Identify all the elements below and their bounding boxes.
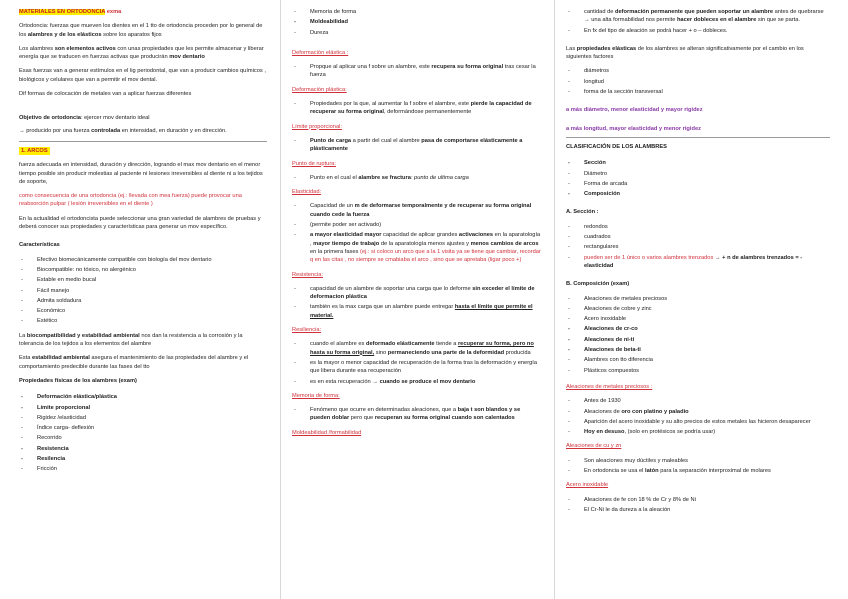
list-memoria-forma xyxy=(292,406,542,423)
list-item: - Biocompatible: no tóxico, no alergénico xyxy=(19,266,267,274)
list-item: - Deformación elástica/plástica xyxy=(19,393,267,401)
list-item: - Resilencia xyxy=(19,455,267,463)
list-punto-ruptura xyxy=(292,174,542,182)
list-factores xyxy=(566,67,830,96)
list-item: - Fácil manejo xyxy=(19,287,267,295)
heading-punto-ruptura: Punto de ruptura: xyxy=(292,160,336,167)
list-item: - Forma de arcada xyxy=(566,180,830,188)
document-title: MATERIALES EN ORTODONCIA exma xyxy=(19,9,122,15)
list-deformacion-elastica xyxy=(292,63,542,80)
heading-metales-preciosos: Aleaciones de metales preciosos : xyxy=(566,383,653,390)
list-resiliencia xyxy=(292,340,542,385)
note-diametro: a más diámetro, menor elasticidad y mayor rigidez xyxy=(566,107,703,114)
list-item: - diámetros xyxy=(566,67,830,75)
list-item: - capacidad de un alambre de soportar una carga que lo deforme sin exceder el límite de deformacion plástica xyxy=(292,285,542,302)
heading-moldeabilidad: Moldeabilidad /formabilidad xyxy=(292,429,362,436)
paragraph-alambres: Los alambres son elementos activos con unas propiedades que les permite almacenar y liberar energía que se traducen en fuerzas activas que producirán mov dentario xyxy=(19,45,264,61)
heading-propiedades-fisicas: Propiedades físicas de los alambres (exam) xyxy=(19,377,137,384)
list-resistencia xyxy=(292,285,542,320)
list-item: - Recorrido xyxy=(19,434,267,442)
paragraph-fuerza-controlada: → producido por una fuerza controlada en intensidad, en duración y en dirección. xyxy=(19,127,227,134)
column-divider-2 xyxy=(554,0,555,599)
list-item: - cuadrados xyxy=(566,233,830,241)
list-formabilidad xyxy=(566,8,830,35)
list-item: - es en esta recuperación → cuando se produce el mov dentario xyxy=(292,378,542,386)
list-elasticidad xyxy=(292,202,542,264)
paragraph-objetivo: Objetivo de ortodoncia: ejercer mov dentario ideal xyxy=(19,115,150,122)
divider xyxy=(566,137,830,138)
list-item: - Aleaciones de metales preciosos xyxy=(566,295,830,303)
list-item: - Efectivo biomecánicamente compatible con biología del mov dentario xyxy=(19,256,267,264)
list-item: - Sección xyxy=(566,159,830,167)
paragraph-consecuencia: como consecuencia de una ortodoncia (ej.: llevada con mea fuerza) puede provocar una reabsorción pulpar ( lesión irreversibles en el diente ) xyxy=(19,193,242,208)
list-item: - Propque al aplicar una f sobre un alambre, este recupera su forma original tras cesar la fuerza xyxy=(292,63,542,80)
list-item: - Aparición del acero inoxidable y su alto precios de estos metales las hicieron desaparecer xyxy=(566,418,830,426)
list-item: - es la mayor o menor capacidad de recuperación de la forma tras la deformación y energía que libera durante esa recuperación xyxy=(292,359,542,376)
paragraph-propiedades-elasticas: Las propiedades elásticas de los alambres se alteran significativamente por el cambio en los siguientes factores xyxy=(566,45,804,61)
list-item: - Diámetro xyxy=(566,170,830,178)
list-item: - Aleaciones de fe con 18 % de Cr y 8% de Ni xyxy=(566,496,830,504)
list-item: - pueden ser de 1 único o varios alambres trenzados → + n de alambres trenzados = - elasticidad xyxy=(566,254,830,271)
list-item: - Acero inoxidable xyxy=(566,315,830,323)
list-item: - Aleaciones de oro con platino y paladio xyxy=(566,408,830,416)
list-item: - Memoria de forma xyxy=(292,8,542,16)
list-item: - Alambres con tto diferencia xyxy=(566,356,830,364)
note-longitud: a más longitud, mayor elasticidad y menor rigidez xyxy=(566,125,701,132)
list-item: - En ortodoncia se usa el latón para la separación interproximal de molares xyxy=(566,467,830,475)
list-item: - Capacidad de un m de deformarse temporalmente y de recuperar su forma original cuando cede la fuerza xyxy=(292,202,542,219)
list-propiedades xyxy=(19,393,267,473)
list-item: - Son aleaciones muy dúctiles y maleables xyxy=(566,457,830,465)
list-item: - Estable en medio bucal xyxy=(19,276,267,284)
list-acero-inoxidable xyxy=(566,496,830,515)
list-item: - Límite proporcional xyxy=(19,404,267,412)
heading-clasificacion: CLASIFICACIÓN DE LOS ALAMBRES xyxy=(566,143,667,150)
list-item: - Índice carga- deflexión xyxy=(19,424,267,432)
list-item: - Hoy en desuso, (solo en protésicos se podría usar) xyxy=(566,428,830,436)
heading-caracteristicas: Características xyxy=(19,242,60,249)
list-limite-proporcional xyxy=(292,137,542,154)
heading-acero-inoxidable: Acero inoxidable xyxy=(566,482,609,489)
list-item: - Moldeabilidad xyxy=(292,18,542,26)
list-item: - a mayor elasticidad mayor capacidad de aplicar grandes activaciones en la aparatología , mayor tiempo de trabajo de la aparatología menos ajustes y menos cambios de arcos en la primera fases (ej.: si coloco un arco que a la 1 visita ya se tiene que cambiar, recordar q en las citas , no siempre se cmabiaba el arco , sino que se apretaba (ligar poco +) xyxy=(292,231,542,264)
list-item: - (permite poder ser activado) xyxy=(292,221,542,229)
divider xyxy=(19,141,267,142)
list-metales-preciosos xyxy=(566,397,830,436)
list-item: - Aleaciones de cobre y zinc xyxy=(566,305,830,313)
paragraph-formas: Dif formas de colocación de metales van a aplicar fuerzas diferentes xyxy=(19,91,192,98)
list-item: - Fricción xyxy=(19,465,267,473)
list-caracteristicas xyxy=(19,256,267,326)
list-deformacion-plastica xyxy=(292,100,542,117)
heading-limite-proporcional: Límite proporcional: xyxy=(292,123,342,130)
list-item: - Fenómeno que ocurre en determinadas aleaciones, que a baja t son blandos y se pueden doblar pero que recuperan su forma original cuando son calentados xyxy=(292,406,542,423)
list-item: - Rigidez /elasticidad xyxy=(19,414,267,422)
paragraph-estabilidad: Esta estabilidad ambiental asegura el mantenimiento de las propiedades del alambre y el comportamiento predecible durante las fases del tto xyxy=(19,355,249,370)
heading-composicion: B. Composición (exam) xyxy=(566,281,630,288)
paragraph-fuerza-adecuada: fuerza adecuada en intensidad, duración y dirección, logrando el max mov dentario en el menor tiempo posible sin producir molestias al paciente ni lesiones irreversibles al diente ni a los tejidos de soporte, xyxy=(19,162,263,185)
list-item: - cantidad de deformación permanente que pueden soportar un alambre antes de quebrarse → una alta formabilidad nos permite hacer dobleces en el alambre sin que se parta. xyxy=(566,8,830,25)
list-item: - rectangulares xyxy=(566,243,830,251)
list-composicion xyxy=(566,295,830,375)
heading-cu-zn: Aleaciones de cu y zn xyxy=(566,443,622,450)
list-item: - Aleaciones de beta-ti xyxy=(566,346,830,354)
paragraph-biocompatibilidad: La biocompatibilidad y estabilidad ambiental nos dan la resistencia a la corrosión y la tolerancia de los tejidos a los elementos del alambre xyxy=(19,332,243,348)
list-item: - cuando el alambre es deformado elásticamente tiende a recuperar su forma, pero no hasta su forma original, sino permaneciendo una parte de la deformidad producida xyxy=(292,340,542,357)
heading-elasticidad: Elasticidad: xyxy=(292,189,322,196)
paragraph-fuerzas: Esas fuerzas van a generar estímulos en el lig periodontal, que van a producir cambios químicos , biológicos y celulares que van a permitir el mov dental. xyxy=(19,68,266,83)
list-item: - redondos xyxy=(566,223,830,231)
list-clasificacion xyxy=(566,159,830,198)
column-1 xyxy=(19,8,267,480)
heading-resistencia: Resistencia: xyxy=(292,271,323,278)
list-item: - Admita soldadura xyxy=(19,297,267,305)
list-item: - Estético xyxy=(19,317,267,325)
heading-deformacion-plastica: Deformación plástica: xyxy=(292,86,347,93)
list-item: - Punto en el cual el alambre se fractura: punto de ultima carga xyxy=(292,174,542,182)
column-3 xyxy=(566,8,830,520)
column-2 xyxy=(292,8,542,443)
list-propiedades-cont xyxy=(292,8,542,37)
list-item: - En fx del tipo de aleación se podrá hacer + o – dobleces. xyxy=(566,27,830,35)
list-item: - Antes de 1930 xyxy=(566,397,830,405)
list-item: - también es la max carga que un alambre puede entregar hasta el límite que permite el material. xyxy=(292,303,542,320)
list-item: - Resistencia xyxy=(19,445,267,453)
list-cu-zn xyxy=(566,457,830,476)
section-heading-arcos: 1. ARCOS xyxy=(21,147,48,154)
list-item: - Aleaciones de cr-co xyxy=(566,325,830,333)
paragraph-ortodoncia: Ortodoncia: fuerzas que mueven los dientes en el 1 tto de ortodoncia proceden por lo general de los alambres y de los elásticos sobre los aparatos fijos xyxy=(19,23,263,38)
heading-seccion: A. Sección : xyxy=(566,209,599,216)
list-seccion xyxy=(566,223,830,270)
paragraph-actualidad: En la actualidad el ortodoncista puede seleccionar una gran variedad de alambres de pruebas y deberá conocer sus propiedades y características para generar un mov específico. xyxy=(19,215,261,231)
list-item: - Aleaciones de ni-ti xyxy=(566,336,830,344)
heading-memoria-forma: Memoria de forma: xyxy=(292,392,340,399)
column-divider-1 xyxy=(280,0,281,599)
list-item: - El Cr-Ni le da dureza a la aleación xyxy=(566,506,830,514)
list-item: - forma de la sección transversal xyxy=(566,88,830,96)
list-item: - longitud xyxy=(566,78,830,86)
list-item: - Punto de carga a partir del cual el alambre pasa de comportarse elásticamente a plásticamente xyxy=(292,137,542,154)
heading-resiliencia: Resiliencia: xyxy=(292,327,322,334)
list-item: - Propiedades por la que, al aumentar la f sobre el alambre, este pierde la capacidad de recuperar su forma original, deformándose permanentemente xyxy=(292,100,542,117)
list-item: - Composición xyxy=(566,190,830,198)
list-item: - Económico xyxy=(19,307,267,315)
list-item: - Plásticos compuestos xyxy=(566,367,830,375)
heading-deformacion-elastica: Deformación elástica : xyxy=(292,49,349,56)
list-item: - Dureza xyxy=(292,29,542,37)
